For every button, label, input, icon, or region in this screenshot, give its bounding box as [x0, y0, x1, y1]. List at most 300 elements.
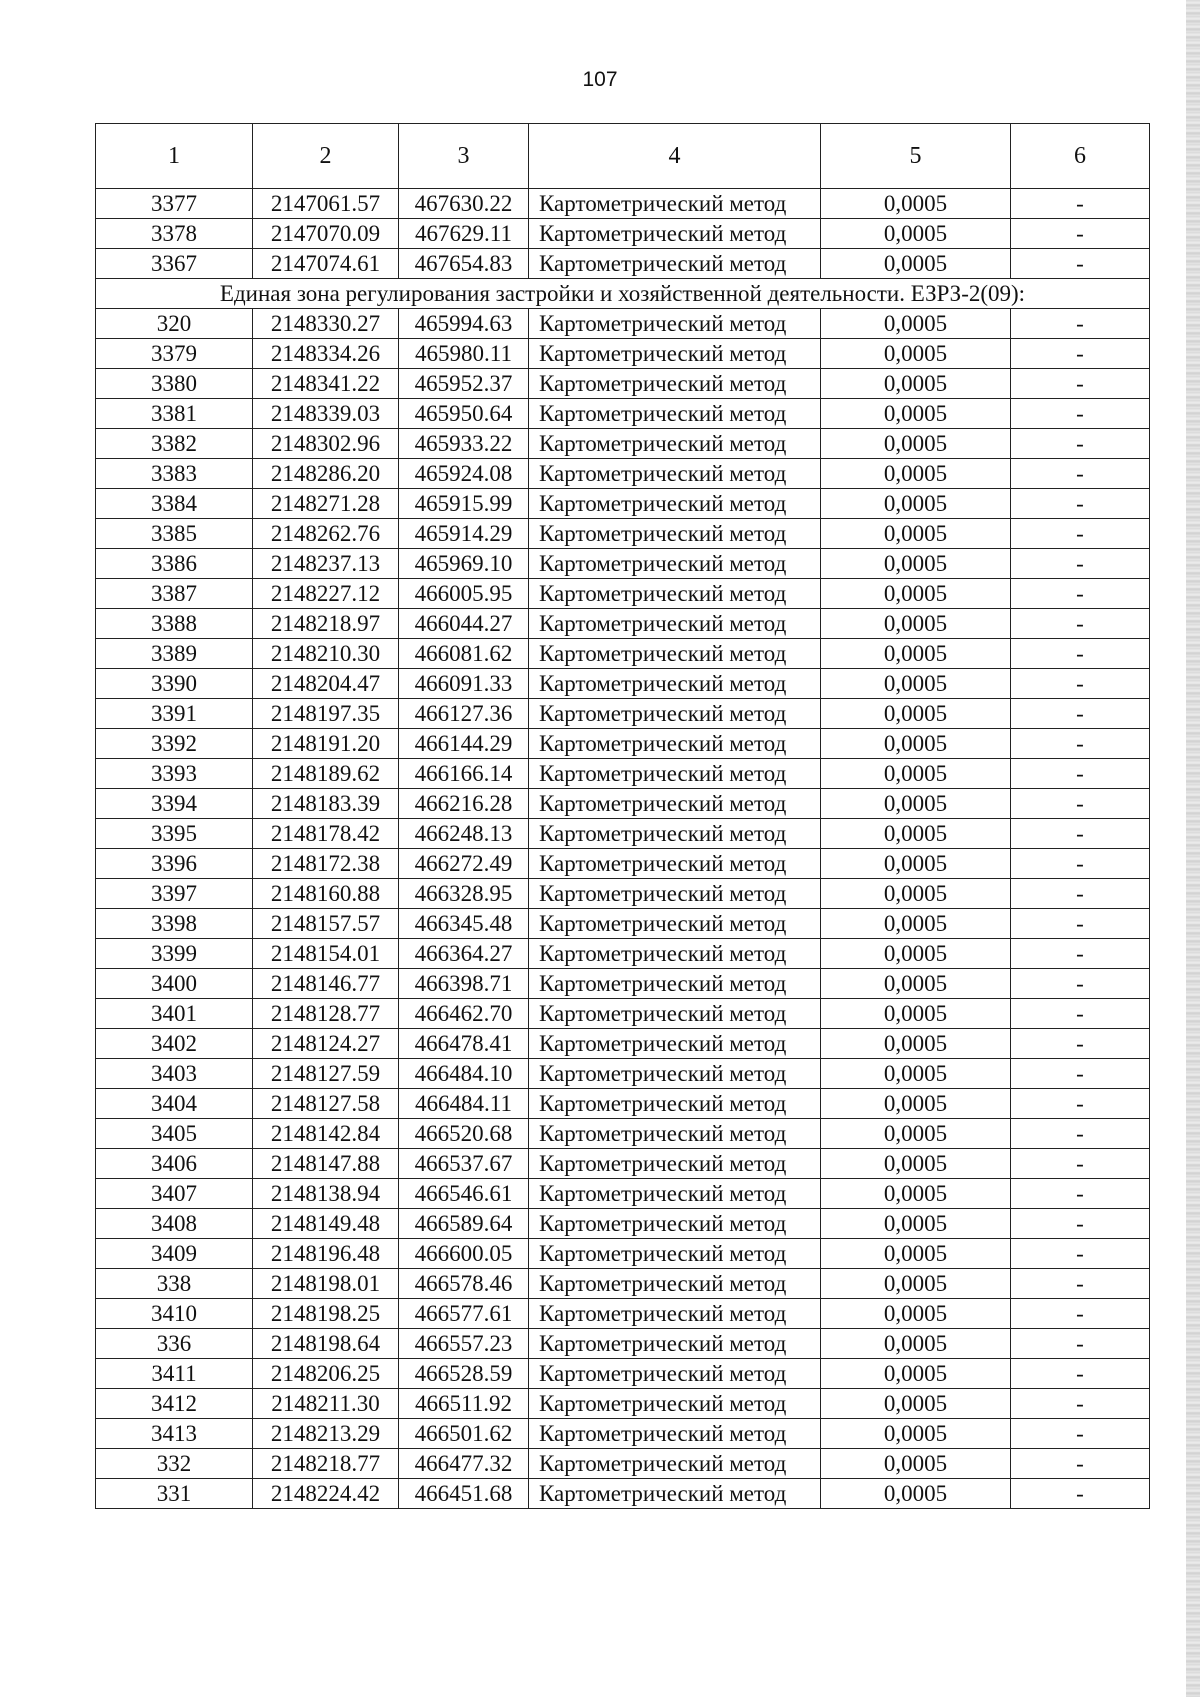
- point-number-cell: 332: [96, 1449, 253, 1479]
- note-cell: -: [1011, 489, 1150, 519]
- note-cell: -: [1011, 699, 1150, 729]
- coordinate-x-cell: 2148339.03: [253, 399, 399, 429]
- point-number-cell: 3367: [96, 249, 253, 279]
- accuracy-cell: 0,0005: [821, 1149, 1011, 1179]
- coordinate-y-cell: 467654.83: [399, 249, 529, 279]
- coordinate-x-cell: 2148218.77: [253, 1449, 399, 1479]
- table-row: [96, 729, 1150, 759]
- coordinate-y-cell: 466511.92: [399, 1389, 529, 1419]
- note-cell: -: [1011, 609, 1150, 639]
- table-row: [96, 1149, 1150, 1179]
- table-row: [96, 399, 1150, 429]
- note-cell: -: [1011, 729, 1150, 759]
- accuracy-cell: 0,0005: [821, 1449, 1011, 1479]
- note-cell: -: [1011, 879, 1150, 909]
- coordinate-x-cell: 2148127.58: [253, 1089, 399, 1119]
- table-row: [96, 1329, 1150, 1359]
- coordinate-y-cell: 466091.33: [399, 669, 529, 699]
- method-cell: Картометрический метод: [529, 1239, 821, 1269]
- table-row: [96, 759, 1150, 789]
- coordinate-y-cell: 465915.99: [399, 489, 529, 519]
- note-cell: -: [1011, 1209, 1150, 1239]
- coordinate-x-cell: 2148189.62: [253, 759, 399, 789]
- accuracy-cell: 0,0005: [821, 939, 1011, 969]
- accuracy-cell: 0,0005: [821, 1089, 1011, 1119]
- method-cell: Картометрический метод: [529, 309, 821, 339]
- accuracy-cell: 0,0005: [821, 999, 1011, 1029]
- coordinate-x-cell: 2148172.38: [253, 849, 399, 879]
- method-cell: Картометрический метод: [529, 1479, 821, 1509]
- coordinate-y-cell: 466528.59: [399, 1359, 529, 1389]
- point-number-cell: 3382: [96, 429, 253, 459]
- point-number-cell: 3406: [96, 1149, 253, 1179]
- coordinate-y-cell: 465924.08: [399, 459, 529, 489]
- note-cell: -: [1011, 969, 1150, 999]
- coordinate-x-cell: 2148197.35: [253, 699, 399, 729]
- point-number-cell: 3401: [96, 999, 253, 1029]
- table-row: [96, 1089, 1150, 1119]
- point-number-cell: 3387: [96, 579, 253, 609]
- accuracy-cell: 0,0005: [821, 1029, 1011, 1059]
- note-cell: -: [1011, 999, 1150, 1029]
- method-cell: Картометрический метод: [529, 489, 821, 519]
- accuracy-cell: 0,0005: [821, 969, 1011, 999]
- table-row: [96, 249, 1150, 279]
- table-row: [96, 999, 1150, 1029]
- accuracy-cell: 0,0005: [821, 1119, 1011, 1149]
- coordinate-y-cell: 465980.11: [399, 339, 529, 369]
- point-number-cell: 3391: [96, 699, 253, 729]
- method-cell: Картометрический метод: [529, 1089, 821, 1119]
- note-cell: -: [1011, 1119, 1150, 1149]
- coordinate-y-cell: 465933.22: [399, 429, 529, 459]
- coordinate-y-cell: 466364.27: [399, 939, 529, 969]
- coordinate-x-cell: 2147074.61: [253, 249, 399, 279]
- coordinate-x-cell: 2148198.64: [253, 1329, 399, 1359]
- coordinates-table: [95, 123, 1150, 1509]
- table-row: [96, 1479, 1150, 1509]
- column-header-1: 1: [96, 124, 253, 189]
- coordinate-x-cell: 2148196.48: [253, 1239, 399, 1269]
- accuracy-cell: 0,0005: [821, 609, 1011, 639]
- note-cell: -: [1011, 1389, 1150, 1419]
- note-cell: -: [1011, 309, 1150, 339]
- coordinate-y-cell: 466451.68: [399, 1479, 529, 1509]
- coordinate-y-cell: 466345.48: [399, 909, 529, 939]
- column-header-3: 3: [399, 124, 529, 189]
- method-cell: Картометрический метод: [529, 1179, 821, 1209]
- coordinate-x-cell: 2148341.22: [253, 369, 399, 399]
- note-cell: -: [1011, 1329, 1150, 1359]
- method-cell: Картометрический метод: [529, 519, 821, 549]
- accuracy-cell: 0,0005: [821, 819, 1011, 849]
- table-row: [96, 819, 1150, 849]
- method-cell: Картометрический метод: [529, 999, 821, 1029]
- note-cell: -: [1011, 939, 1150, 969]
- accuracy-cell: 0,0005: [821, 189, 1011, 219]
- note-cell: -: [1011, 459, 1150, 489]
- coordinate-y-cell: 466501.62: [399, 1419, 529, 1449]
- coordinate-x-cell: 2148302.96: [253, 429, 399, 459]
- table-row: [96, 1119, 1150, 1149]
- point-number-cell: 3392: [96, 729, 253, 759]
- accuracy-cell: 0,0005: [821, 459, 1011, 489]
- accuracy-cell: 0,0005: [821, 1359, 1011, 1389]
- note-cell: -: [1011, 789, 1150, 819]
- method-cell: Картометрический метод: [529, 459, 821, 489]
- table-row: [96, 969, 1150, 999]
- coordinate-y-cell: 467629.11: [399, 219, 529, 249]
- table-row: [96, 1179, 1150, 1209]
- point-number-cell: 3397: [96, 879, 253, 909]
- note-cell: -: [1011, 849, 1150, 879]
- accuracy-cell: 0,0005: [821, 1059, 1011, 1089]
- point-number-cell: 3394: [96, 789, 253, 819]
- accuracy-cell: 0,0005: [821, 1209, 1011, 1239]
- coordinate-y-cell: 466044.27: [399, 609, 529, 639]
- method-cell: Картометрический метод: [529, 909, 821, 939]
- point-number-cell: 3378: [96, 219, 253, 249]
- method-cell: Картометрический метод: [529, 429, 821, 459]
- point-number-cell: 3390: [96, 669, 253, 699]
- coordinate-y-cell: 466272.49: [399, 849, 529, 879]
- coordinate-y-cell: 466578.46: [399, 1269, 529, 1299]
- table-row: [96, 1239, 1150, 1269]
- note-cell: -: [1011, 519, 1150, 549]
- table-row: [96, 309, 1150, 339]
- coordinate-y-cell: 466144.29: [399, 729, 529, 759]
- accuracy-cell: 0,0005: [821, 429, 1011, 459]
- note-cell: -: [1011, 1299, 1150, 1329]
- coordinate-x-cell: 2148334.26: [253, 339, 399, 369]
- column-header-4: 4: [529, 124, 821, 189]
- method-cell: Картометрический метод: [529, 1419, 821, 1449]
- coordinate-y-cell: 466166.14: [399, 759, 529, 789]
- accuracy-cell: 0,0005: [821, 399, 1011, 429]
- coordinate-y-cell: 466127.36: [399, 699, 529, 729]
- method-cell: Картометрический метод: [529, 699, 821, 729]
- table-row: [96, 369, 1150, 399]
- coordinate-x-cell: 2148262.76: [253, 519, 399, 549]
- coordinate-x-cell: 2148237.13: [253, 549, 399, 579]
- point-number-cell: 3413: [96, 1419, 253, 1449]
- note-cell: -: [1011, 1419, 1150, 1449]
- note-cell: -: [1011, 1449, 1150, 1479]
- note-cell: -: [1011, 1239, 1150, 1269]
- point-number-cell: 3396: [96, 849, 253, 879]
- point-number-cell: 336: [96, 1329, 253, 1359]
- point-number-cell: 3399: [96, 939, 253, 969]
- point-number-cell: 3385: [96, 519, 253, 549]
- coordinate-x-cell: 2148127.59: [253, 1059, 399, 1089]
- section-heading-group: [96, 279, 1150, 309]
- point-number-cell: 3393: [96, 759, 253, 789]
- accuracy-cell: 0,0005: [821, 519, 1011, 549]
- accuracy-cell: 0,0005: [821, 549, 1011, 579]
- accuracy-cell: 0,0005: [821, 1269, 1011, 1299]
- method-cell: Картометрический метод: [529, 1389, 821, 1419]
- point-number-cell: 3410: [96, 1299, 253, 1329]
- table-row: [96, 1299, 1150, 1329]
- accuracy-cell: 0,0005: [821, 879, 1011, 909]
- method-cell: Картометрический метод: [529, 549, 821, 579]
- coordinate-x-cell: 2148147.88: [253, 1149, 399, 1179]
- table-row: [96, 639, 1150, 669]
- page-number: 107: [582, 68, 618, 91]
- table-row: [96, 879, 1150, 909]
- note-cell: -: [1011, 189, 1150, 219]
- table-row: [96, 429, 1150, 459]
- table-row: [96, 1029, 1150, 1059]
- accuracy-cell: 0,0005: [821, 1239, 1011, 1269]
- coordinate-x-cell: 2148142.84: [253, 1119, 399, 1149]
- note-cell: -: [1011, 639, 1150, 669]
- accuracy-cell: 0,0005: [821, 849, 1011, 879]
- accuracy-cell: 0,0005: [821, 309, 1011, 339]
- method-cell: Картометрический метод: [529, 1059, 821, 1089]
- method-cell: Картометрический метод: [529, 1119, 821, 1149]
- accuracy-cell: 0,0005: [821, 1329, 1011, 1359]
- note-cell: -: [1011, 339, 1150, 369]
- column-header-6: 6: [1011, 124, 1150, 189]
- section-heading-row: [96, 279, 1150, 309]
- table-row: [96, 1389, 1150, 1419]
- note-cell: -: [1011, 249, 1150, 279]
- accuracy-cell: 0,0005: [821, 219, 1011, 249]
- note-cell: -: [1011, 429, 1150, 459]
- point-number-cell: 3380: [96, 369, 253, 399]
- coordinate-y-cell: 466462.70: [399, 999, 529, 1029]
- point-number-cell: 3398: [96, 909, 253, 939]
- method-cell: Картометрический метод: [529, 1359, 821, 1389]
- coordinate-x-cell: 2148146.77: [253, 969, 399, 999]
- point-number-cell: 3409: [96, 1239, 253, 1269]
- note-cell: -: [1011, 1029, 1150, 1059]
- coordinate-y-cell: 466248.13: [399, 819, 529, 849]
- accuracy-cell: 0,0005: [821, 759, 1011, 789]
- coordinate-y-cell: 465914.29: [399, 519, 529, 549]
- coordinate-x-cell: 2148138.94: [253, 1179, 399, 1209]
- coordinate-x-cell: 2148198.25: [253, 1299, 399, 1329]
- method-cell: Картометрический метод: [529, 339, 821, 369]
- coordinate-x-cell: 2147061.57: [253, 189, 399, 219]
- coordinate-x-cell: 2148124.27: [253, 1029, 399, 1059]
- table-row: [96, 939, 1150, 969]
- table-row: [96, 669, 1150, 699]
- accuracy-cell: 0,0005: [821, 1389, 1011, 1419]
- coordinate-x-cell: 2148157.57: [253, 909, 399, 939]
- coordinate-x-cell: 2148227.12: [253, 579, 399, 609]
- point-number-cell: 3381: [96, 399, 253, 429]
- table-row: [96, 339, 1150, 369]
- rows-before-section: [96, 189, 1150, 279]
- accuracy-cell: 0,0005: [821, 639, 1011, 669]
- coordinate-x-cell: 2148218.97: [253, 609, 399, 639]
- table-row: [96, 1059, 1150, 1089]
- coordinate-y-cell: 466577.61: [399, 1299, 529, 1329]
- accuracy-cell: 0,0005: [821, 249, 1011, 279]
- coordinate-x-cell: 2148210.30: [253, 639, 399, 669]
- table-row: [96, 549, 1150, 579]
- accuracy-cell: 0,0005: [821, 1479, 1011, 1509]
- coordinate-y-cell: 466216.28: [399, 789, 529, 819]
- coordinate-y-cell: 465952.37: [399, 369, 529, 399]
- accuracy-cell: 0,0005: [821, 1419, 1011, 1449]
- note-cell: -: [1011, 819, 1150, 849]
- table-row: [96, 189, 1150, 219]
- point-number-cell: 3411: [96, 1359, 253, 1389]
- coordinate-x-cell: 2148213.29: [253, 1419, 399, 1449]
- coordinate-y-cell: 466589.64: [399, 1209, 529, 1239]
- method-cell: Картометрический метод: [529, 819, 821, 849]
- coordinate-y-cell: 467630.22: [399, 189, 529, 219]
- point-number-cell: 3388: [96, 609, 253, 639]
- accuracy-cell: 0,0005: [821, 789, 1011, 819]
- table-row: [96, 459, 1150, 489]
- method-cell: Картометрический метод: [529, 219, 821, 249]
- section-title: Единая зона регулирования застройки и хозяйственной деятельности. ЕЗРЗ-2(09):: [96, 279, 1150, 309]
- point-number-cell: 3405: [96, 1119, 253, 1149]
- point-number-cell: 3403: [96, 1059, 253, 1089]
- method-cell: Картометрический метод: [529, 729, 821, 759]
- table-header-row: [96, 124, 1150, 189]
- coordinate-y-cell: 466477.32: [399, 1449, 529, 1479]
- method-cell: Картометрический метод: [529, 1149, 821, 1179]
- scan-edge: [1186, 0, 1200, 1697]
- method-cell: Картометрический метод: [529, 1269, 821, 1299]
- note-cell: -: [1011, 1269, 1150, 1299]
- method-cell: Картометрический метод: [529, 189, 821, 219]
- method-cell: Картометрический метод: [529, 1209, 821, 1239]
- note-cell: -: [1011, 669, 1150, 699]
- table-row: [96, 789, 1150, 819]
- method-cell: Картометрический метод: [529, 759, 821, 789]
- point-number-cell: 3386: [96, 549, 253, 579]
- coordinate-y-cell: 466537.67: [399, 1149, 529, 1179]
- point-number-cell: 3404: [96, 1089, 253, 1119]
- point-number-cell: 3400: [96, 969, 253, 999]
- note-cell: -: [1011, 579, 1150, 609]
- accuracy-cell: 0,0005: [821, 669, 1011, 699]
- note-cell: -: [1011, 909, 1150, 939]
- table-row: [96, 579, 1150, 609]
- coordinate-x-cell: 2148178.42: [253, 819, 399, 849]
- note-cell: -: [1011, 759, 1150, 789]
- table-row: [96, 849, 1150, 879]
- coordinate-x-cell: 2148183.39: [253, 789, 399, 819]
- table-row: [96, 699, 1150, 729]
- point-number-cell: 3402: [96, 1029, 253, 1059]
- note-cell: -: [1011, 1359, 1150, 1389]
- accuracy-cell: 0,0005: [821, 369, 1011, 399]
- coordinate-y-cell: 466081.62: [399, 639, 529, 669]
- note-cell: -: [1011, 549, 1150, 579]
- method-cell: Картометрический метод: [529, 639, 821, 669]
- column-header-5: 5: [821, 124, 1011, 189]
- coordinate-y-cell: 466005.95: [399, 579, 529, 609]
- coordinate-x-cell: 2148128.77: [253, 999, 399, 1029]
- point-number-cell: 3383: [96, 459, 253, 489]
- method-cell: Картометрический метод: [529, 1329, 821, 1359]
- note-cell: -: [1011, 1479, 1150, 1509]
- note-cell: -: [1011, 399, 1150, 429]
- method-cell: Картометрический метод: [529, 939, 821, 969]
- coordinate-x-cell: 2148198.01: [253, 1269, 399, 1299]
- coordinate-y-cell: 465950.64: [399, 399, 529, 429]
- table-row: [96, 1269, 1150, 1299]
- coordinate-x-cell: 2148330.27: [253, 309, 399, 339]
- point-number-cell: 3395: [96, 819, 253, 849]
- accuracy-cell: 0,0005: [821, 729, 1011, 759]
- coordinate-x-cell: 2148286.20: [253, 459, 399, 489]
- note-cell: -: [1011, 219, 1150, 249]
- method-cell: Картометрический метод: [529, 249, 821, 279]
- accuracy-cell: 0,0005: [821, 909, 1011, 939]
- point-number-cell: 320: [96, 309, 253, 339]
- point-number-cell: 3379: [96, 339, 253, 369]
- table-row: [96, 1359, 1150, 1389]
- coordinate-x-cell: 2148191.20: [253, 729, 399, 759]
- coordinate-x-cell: 2148271.28: [253, 489, 399, 519]
- coordinate-y-cell: 465994.63: [399, 309, 529, 339]
- note-cell: -: [1011, 369, 1150, 399]
- rows-after-section: [96, 309, 1150, 1509]
- coordinate-y-cell: 466398.71: [399, 969, 529, 999]
- method-cell: Картометрический метод: [529, 969, 821, 999]
- coordinate-y-cell: 466484.11: [399, 1089, 529, 1119]
- table-row: [96, 909, 1150, 939]
- coordinate-x-cell: 2148211.30: [253, 1389, 399, 1419]
- method-cell: Картометрический метод: [529, 849, 821, 879]
- point-number-cell: 3377: [96, 189, 253, 219]
- note-cell: -: [1011, 1089, 1150, 1119]
- point-number-cell: 338: [96, 1269, 253, 1299]
- method-cell: Картометрический метод: [529, 369, 821, 399]
- accuracy-cell: 0,0005: [821, 699, 1011, 729]
- point-number-cell: 3389: [96, 639, 253, 669]
- note-cell: -: [1011, 1179, 1150, 1209]
- coordinate-y-cell: 466546.61: [399, 1179, 529, 1209]
- coordinate-x-cell: 2148160.88: [253, 879, 399, 909]
- point-number-cell: 331: [96, 1479, 253, 1509]
- point-number-cell: 3408: [96, 1209, 253, 1239]
- accuracy-cell: 0,0005: [821, 579, 1011, 609]
- note-cell: -: [1011, 1059, 1150, 1089]
- method-cell: Картометрический метод: [529, 609, 821, 639]
- coordinate-x-cell: 2148149.48: [253, 1209, 399, 1239]
- note-cell: -: [1011, 1149, 1150, 1179]
- coordinate-y-cell: 466557.23: [399, 1329, 529, 1359]
- method-cell: Картометрический метод: [529, 669, 821, 699]
- coordinate-x-cell: 2148204.47: [253, 669, 399, 699]
- accuracy-cell: 0,0005: [821, 339, 1011, 369]
- table-row: [96, 219, 1150, 249]
- table-row: [96, 1209, 1150, 1239]
- coordinate-x-cell: 2147070.09: [253, 219, 399, 249]
- method-cell: Картометрический метод: [529, 1449, 821, 1479]
- coordinate-y-cell: 466478.41: [399, 1029, 529, 1059]
- coordinate-x-cell: 2148206.25: [253, 1359, 399, 1389]
- coordinate-y-cell: 466328.95: [399, 879, 529, 909]
- coordinate-y-cell: 465969.10: [399, 549, 529, 579]
- accuracy-cell: 0,0005: [821, 1179, 1011, 1209]
- table-row: [96, 489, 1150, 519]
- method-cell: Картометрический метод: [529, 399, 821, 429]
- method-cell: Картометрический метод: [529, 789, 821, 819]
- table-row: [96, 609, 1150, 639]
- coordinate-x-cell: 2148154.01: [253, 939, 399, 969]
- method-cell: Картометрический метод: [529, 579, 821, 609]
